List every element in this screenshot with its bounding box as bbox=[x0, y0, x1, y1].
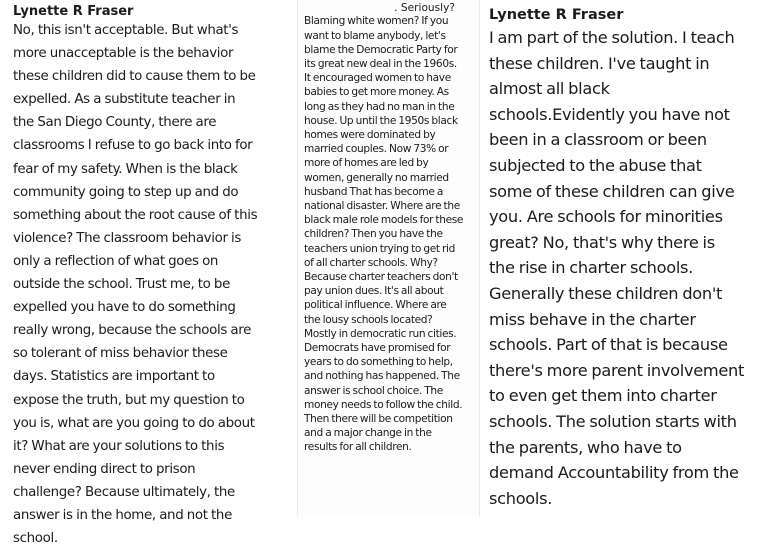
comment-left bbox=[0, 0, 298, 547]
comment-middle bbox=[297, 0, 480, 516]
comment-author[interactable]: Lynette R Fraser bbox=[13, 4, 134, 19]
comment-right bbox=[482, 0, 780, 516]
comment-author[interactable]: Lynette R Fraser bbox=[489, 7, 624, 23]
comment-text: No, this isn't acceptable. But what's more unacceptable is the behavior these children did to cause them to be expelled. As a substitute teacher in the San Diego County, there are classrooms I refuse to go back into for fear of my safety. When is the black community going to step up and do something about the root cause of this violence? The classroom behavior is only a reflection of what goes on outside the school. Trust me, to be expelled you have to do something really wrong, because the schools are so tolerant of miss behavior these days. Statistics are important to expose the truth, but my question to you is, what are you going to do about it? What are your solutions to this never ending direct to prison challenge? Because ultimately, the answer is in the home, and not the school. bbox=[13, 23, 258, 547]
comment-text: I am part of the solution. I teach these children. I've taught in almost all black schools.Evidently you have not been in a classroom or been subjected to the abuse that some of these children can give you. Are schools for minorities great? No, that's why there is the rise in charter schools. Generally these children don't miss behave in the charter schools. Part of that is because there's more parent involvement to even get them into charter schools. The solution starts with the parents, who have to demand Accountability from the schools. bbox=[489, 28, 745, 508]
comment-text: Blaming white women? If you want to blame anybody, let's blame the Democratic Party for its great new deal in the 1960s. It encouraged women to have babies to get more money. As long as they had no man in the house. Up until the 1950s black homes were dominated by married couples. Now 73% or more of homes are led by women, generally no married husband That has become a national disaster. Where are the black male role models for these children? Then you have the teachers union trying to get rid of all charter schools. Why? Because charter teachers don't pay union dues. It's all about political influence. Where are the lousy schools located? Mostly in democratic run cities. Democrats have promised for years to do something to help, and nothing has happened. The answer is school choice. The money needs to follow the child. Then there will be competition and a major change in the results for all children. bbox=[304, 15, 464, 454]
comment-lead-text: . Seriously? bbox=[394, 2, 455, 14]
